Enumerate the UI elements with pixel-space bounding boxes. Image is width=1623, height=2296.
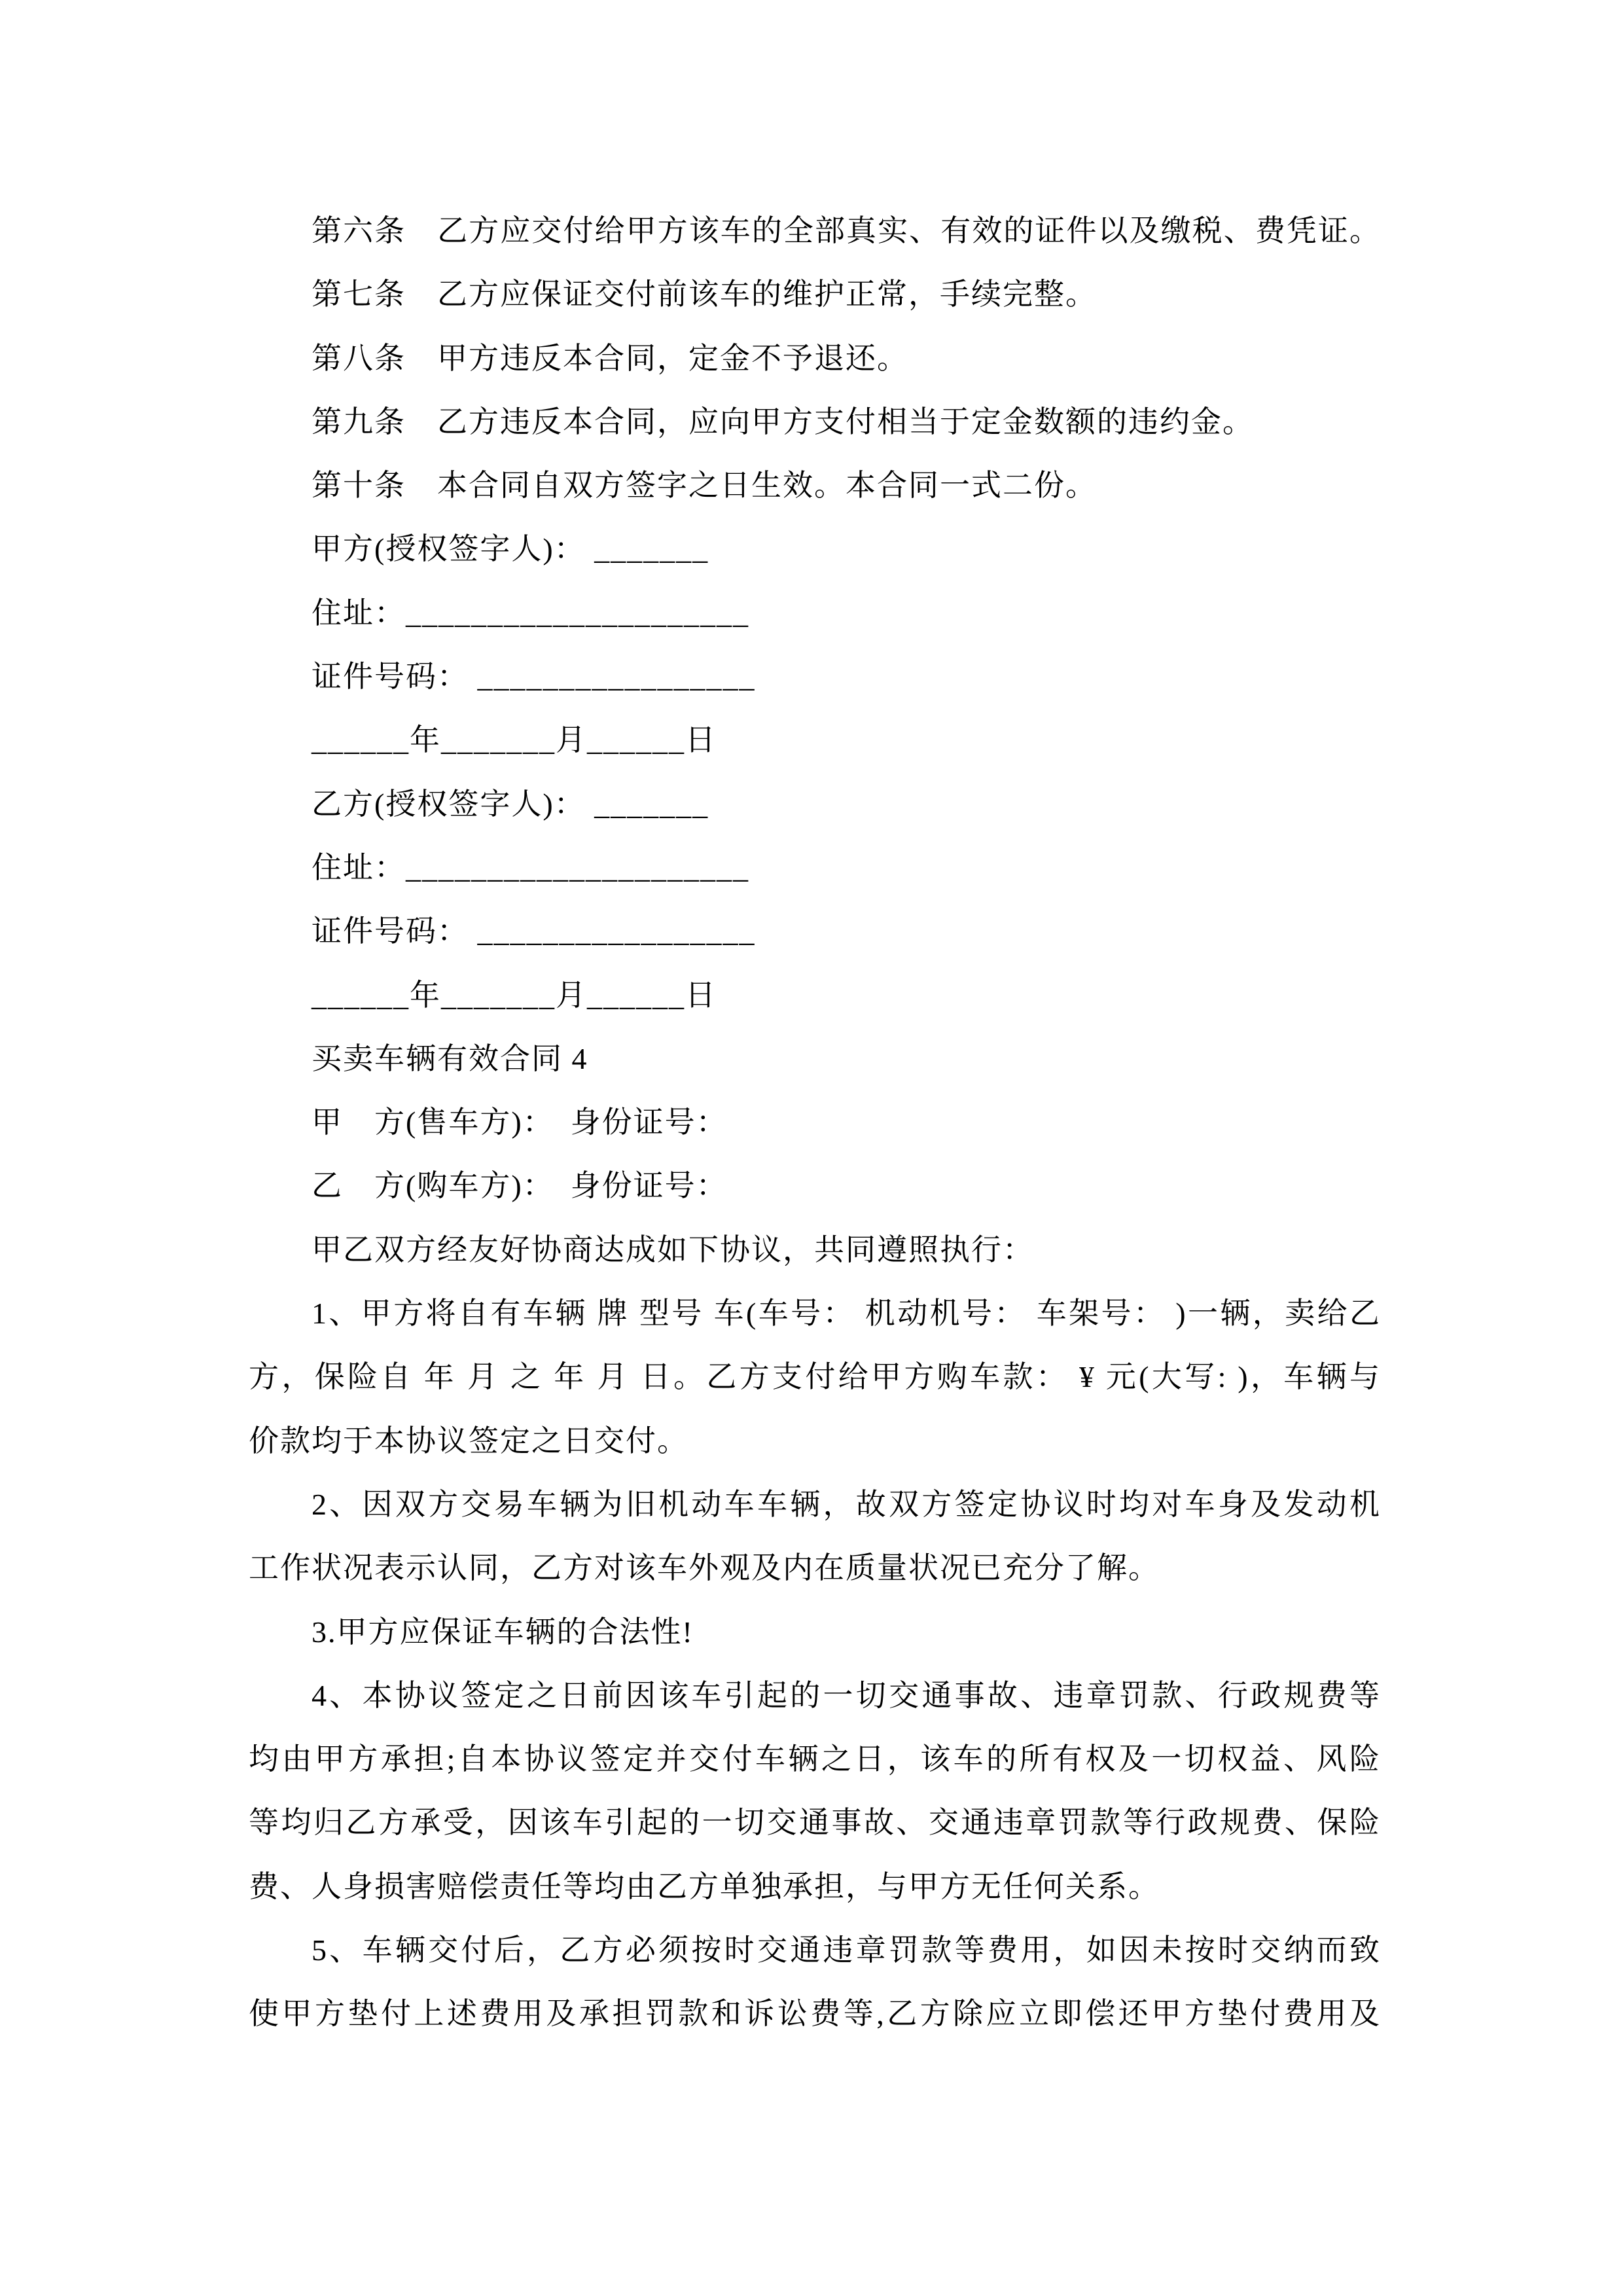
term-1-line-3: 价款均于本协议签定之日交付。 <box>249 1424 688 1458</box>
party-a-date-line: ______年_______月______日 <box>312 723 717 757</box>
term-3-line: 3.甲方应保证车辆的合法性! <box>312 1615 694 1649</box>
party-b-buyer-line: 乙 方(购车方)： 身份证号： <box>312 1169 728 1203</box>
clause-7: 第七条 乙方应保证交付前该车的维护正常，手续完整。 <box>312 278 1097 312</box>
term-1-line-2: 方，保险自 年 月 之 年 月 日。乙方支付给甲方购车款： ¥ 元(大写: )，车辆与 <box>249 1360 1381 1394</box>
party-a-address-line: 住址：_____________________ <box>312 596 749 630</box>
party-a-seller-line: 甲 方(售车方)： 身份证号： <box>312 1105 728 1139</box>
clause-6: 第六条 乙方应交付给甲方该车的全部真实、有效的证件以及缴税、费凭证。 <box>312 214 1381 247</box>
term-4-line-2: 均由甲方承担;自本协议签定并交付车辆之日，该车的所有权及一切权益、风险 <box>249 1742 1381 1776</box>
term-4-line-4: 费、人身损害赔偿责任等均由乙方单独承担，与甲方无任何关系。 <box>249 1869 1160 1903</box>
term-2-line-1: 2、因双方交易车辆为旧机动车车辆，故双方签定协议时均对车身及发动机 <box>312 1487 1381 1521</box>
term-4-line-1: 4、本协议签定之日前因该车引起的一切交通事故、违章罚款、行政规费等 <box>312 1678 1381 1712</box>
term-5-line-1: 5、车辆交付后，乙方必须按时交通违章罚款等费用，如因未按时交纳而致 <box>312 1933 1381 1967</box>
agreement-preamble: 甲乙双方经友好协商达成如下协议，共同遵照执行： <box>312 1232 1034 1266</box>
term-4-line-3: 等均归乙方承受，因该车引起的一切交通事故、交通违章罚款等行政规费、保险 <box>249 1806 1381 1840</box>
clause-10: 第十条 本合同自双方签字之日生效。本合同一式二份。 <box>312 469 1097 503</box>
party-a-signer-line: 甲方(授权签字人)： _______ <box>312 532 709 566</box>
party-b-date-line: ______年_______月______日 <box>312 978 717 1012</box>
term-2-line-2: 工作状况表示认同，乙方对该车外观及内在质量状况已充分了解。 <box>249 1551 1160 1585</box>
term-5-line-2: 使甲方垫付上述费用及承担罚款和诉讼费等,乙方除应立即偿还甲方垫付费用及 <box>249 1997 1381 2031</box>
contract-text-block <box>249 199 1381 2046</box>
party-b-address-line: 住址：_____________________ <box>312 850 749 884</box>
section-title: 买卖车辆有效合同 4 <box>312 1041 588 1075</box>
party-b-signer-line: 乙方(授权签字人)： _______ <box>312 787 709 821</box>
party-a-id-line: 证件号码： _________________ <box>312 660 756 694</box>
clause-9: 第九条 乙方违反本合同，应向甲方支付相当于定金数额的违约金。 <box>312 404 1254 439</box>
term-1-line-1: 1、甲方将自有车辆 牌 型号 车(车号： 机动机号： 车架号： )一辆，卖给乙 <box>312 1297 1381 1331</box>
clause-8: 第八条 甲方违反本合同，定金不予退还。 <box>312 341 908 375</box>
party-b-id-line: 证件号码： _________________ <box>312 914 756 948</box>
